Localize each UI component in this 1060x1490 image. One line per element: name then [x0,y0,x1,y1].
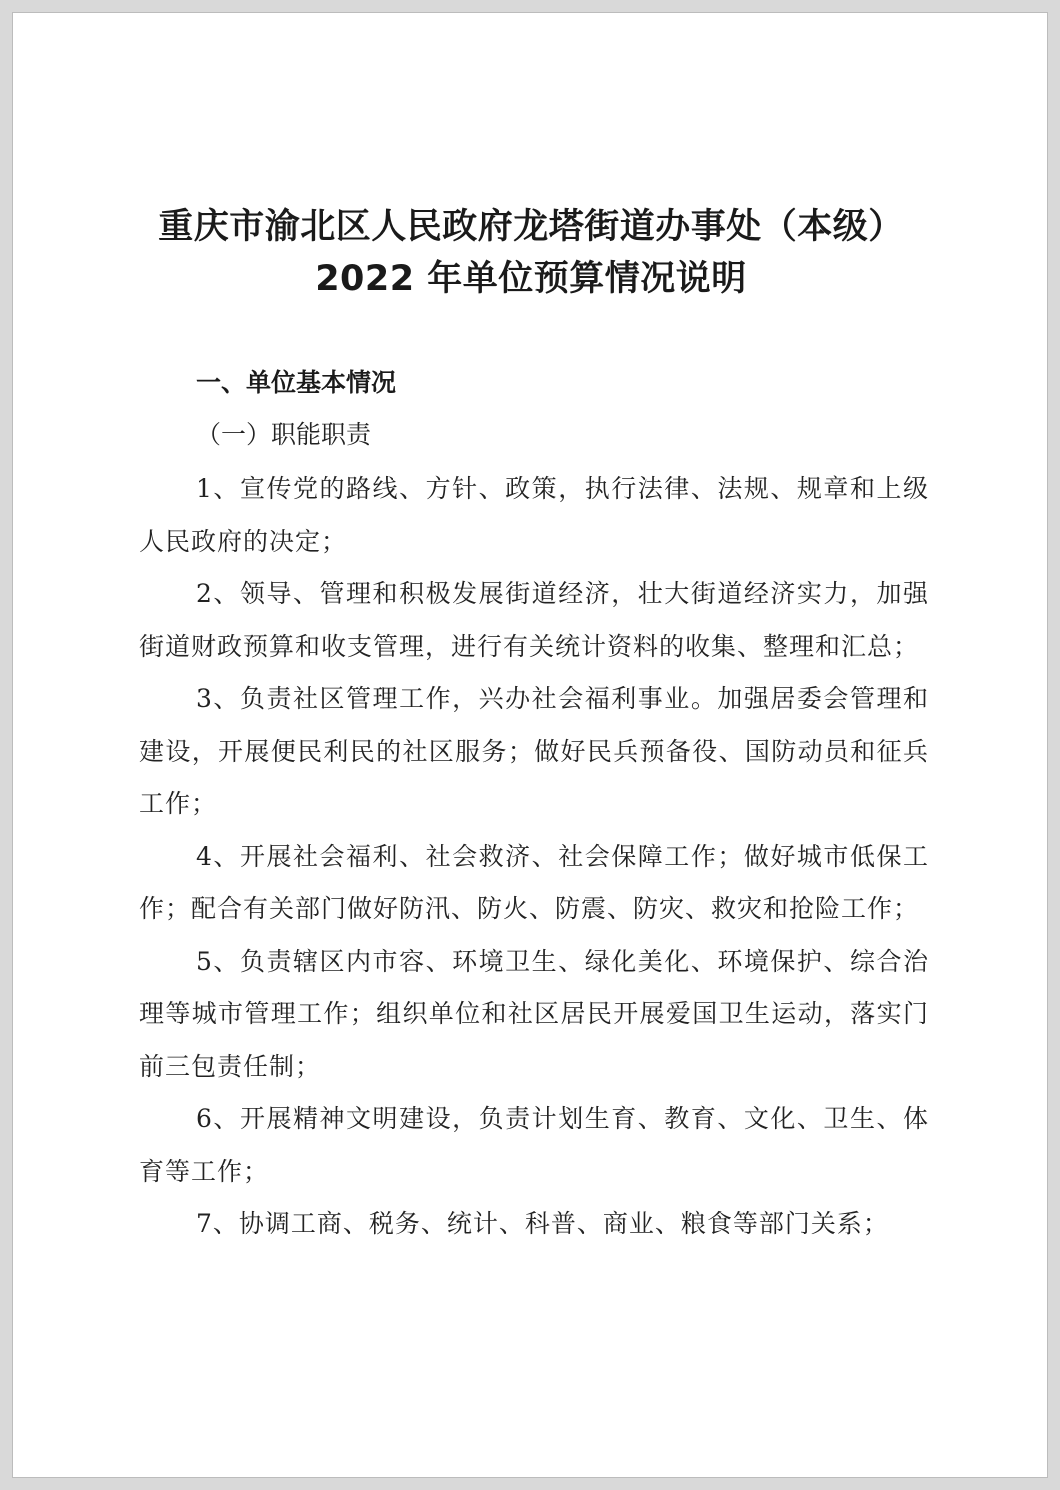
document-title-line-2: 2022 年单位预算情况说明 [315,259,747,299]
document-page [12,12,1048,1478]
duties-list [139,463,929,1251]
duty-paragraph: 2、领导、管理和积极发展街道经济，壮大街道经济实力，加强街道财政预算和收支管理，进行有关统计资料的收集、整理和汇总； [139,579,929,661]
subsection-heading: （一）职能职责 [196,420,372,449]
document-title-line-1: 重庆市渝北区人民政府龙塔街道办事处（本级） [158,207,904,247]
duty-paragraph: 4、开展社会福利、社会救济、社会保障工作；做好城市低保工作；配合有关部门做好防汛、防火、防震、防灾、救灾和抢险工作； [139,841,929,923]
duty-paragraph: 1、宣传党的路线、方针、政策，执行法律、法规、规章和上级人民政府的决定； [139,474,929,556]
duty-paragraph: 7、协调工商、税务、统计、科普、商业、粮食等部门关系； [196,1209,889,1238]
section-heading: 一、单位基本情况 [196,368,397,397]
duty-paragraph: 6、开展精神文明建设，负责计划生育、教育、文化、卫生、体育等工作； [139,1104,929,1186]
duty-paragraph: 3、负责社区管理工作，兴办社会福利事业。加强居委会管理和建设，开展便民利民的社区服务；做好民兵预备役、国防动员和征兵工作； [139,684,929,818]
duty-paragraph: 5、负责辖区内市容、环境卫生、绿化美化、环境保护、综合治理等城市管理工作；组织单位和社区居民开展爱国卫生运动，落实门前三包责任制； [139,946,929,1081]
